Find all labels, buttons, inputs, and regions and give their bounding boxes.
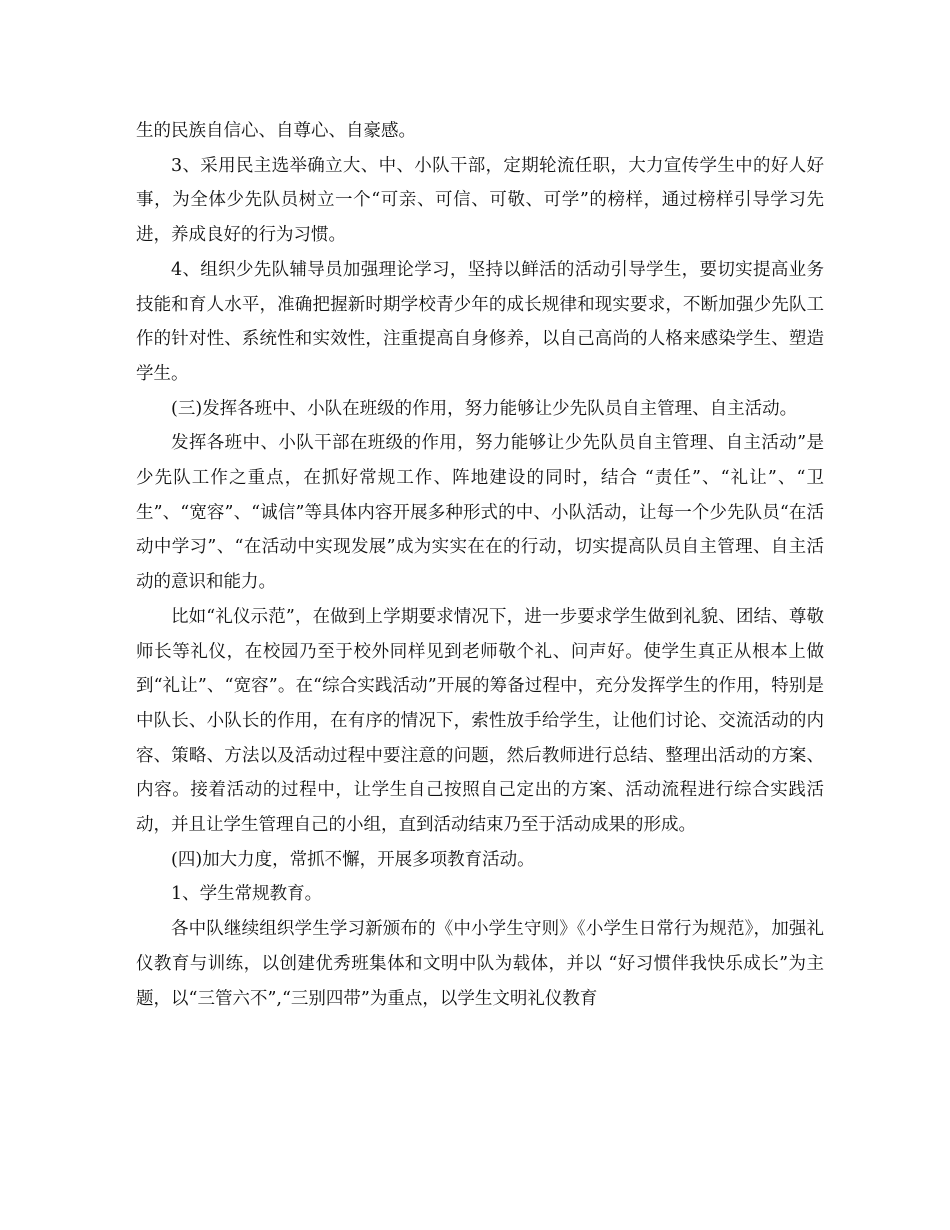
paragraph: 比如“礼仪示范”，在做到上学期要求情况下，进一步要求学生做到礼貌、团结、尊敬师长等礼仪，在校园乃至于校外同样见到老师敬个礼、问声好。使学生真正从根本上做到“礼让”、“宽容”。在“综合实践活动”开展的筹备过程中，充分发挥学生的作用，特别是中队长、小队长的作用，在有序的情况下，索性放手给学生，让他们讨论、交流活动的内容、策略、方法以及活动过程中要注意的问题，然后教师进行总结、整理出活动的方案、内容。接着活动的过程中，让学生自己按照自己定出的方案、活动流程进行综合实践活动，并且让学生管理自己的小组，直到活动结束乃至于活动成果的形成。 [136,606,824,836]
paragraph: 4、组织少先队辅导员加强理论学习，坚持以鲜活的活动引导学生，要切实提高业务技能和育人水平，准确把握新时期学校青少年的成长规律和现实要求，不断加强少先队工作的针对性、系统性和实效性，注重提高自身修养，以自己高尚的人格来感染学生、塑造学生。 [136,259,824,384]
section-heading: (三)发挥各班中、小队在班级的作用，努力能够让少先队员自主管理、自主活动。 [171,398,798,419]
paragraph: 各中队继续组织学生学习新颁布的《中小学生守则》《小学生日常行为规范》，加强礼仪教育与训练，以创建优秀班集体和文明中队为载体，并以 “好习惯伴我快乐成长”为主题，以“三管六不”,“三别四带”为重点，以学生文明礼仪教育 [136,919,824,1009]
section-heading: (四)加大力度，常抓不懈，开展多项教育活动。 [171,849,535,870]
subsection-heading: 1、学生常规教育。 [171,884,323,905]
paragraph: 发挥各班中、小队干部在班级的作用，努力能够让少先队员自主管理、自主活动”是少先队工作之重点，在抓好常规工作、阵地建设的同时，结合 “责任”、“礼让”、“卫生”、“宽容”、“诚信”等具体内容开展多种形式的中、小队活动，让每一个少先队员“在活动中学习”、“在活动中实现发展”成为实实在在的行动，切实提高队员自主管理、自主活动的意识和能力。 [136,433,824,593]
paragraph: 生的民族自信心、自尊心、自豪感。 [136,121,416,141]
document-body [136,114,824,1016]
paragraph: 3、采用民主选举确立大、中、小队干部，定期轮流任职，大力宣传学生中的好人好事，为全体少先队员树立一个“可亲、可信、可敬、可学”的榜样，通过榜样引导学习先进，养成良好的行为习惯。 [136,155,824,246]
